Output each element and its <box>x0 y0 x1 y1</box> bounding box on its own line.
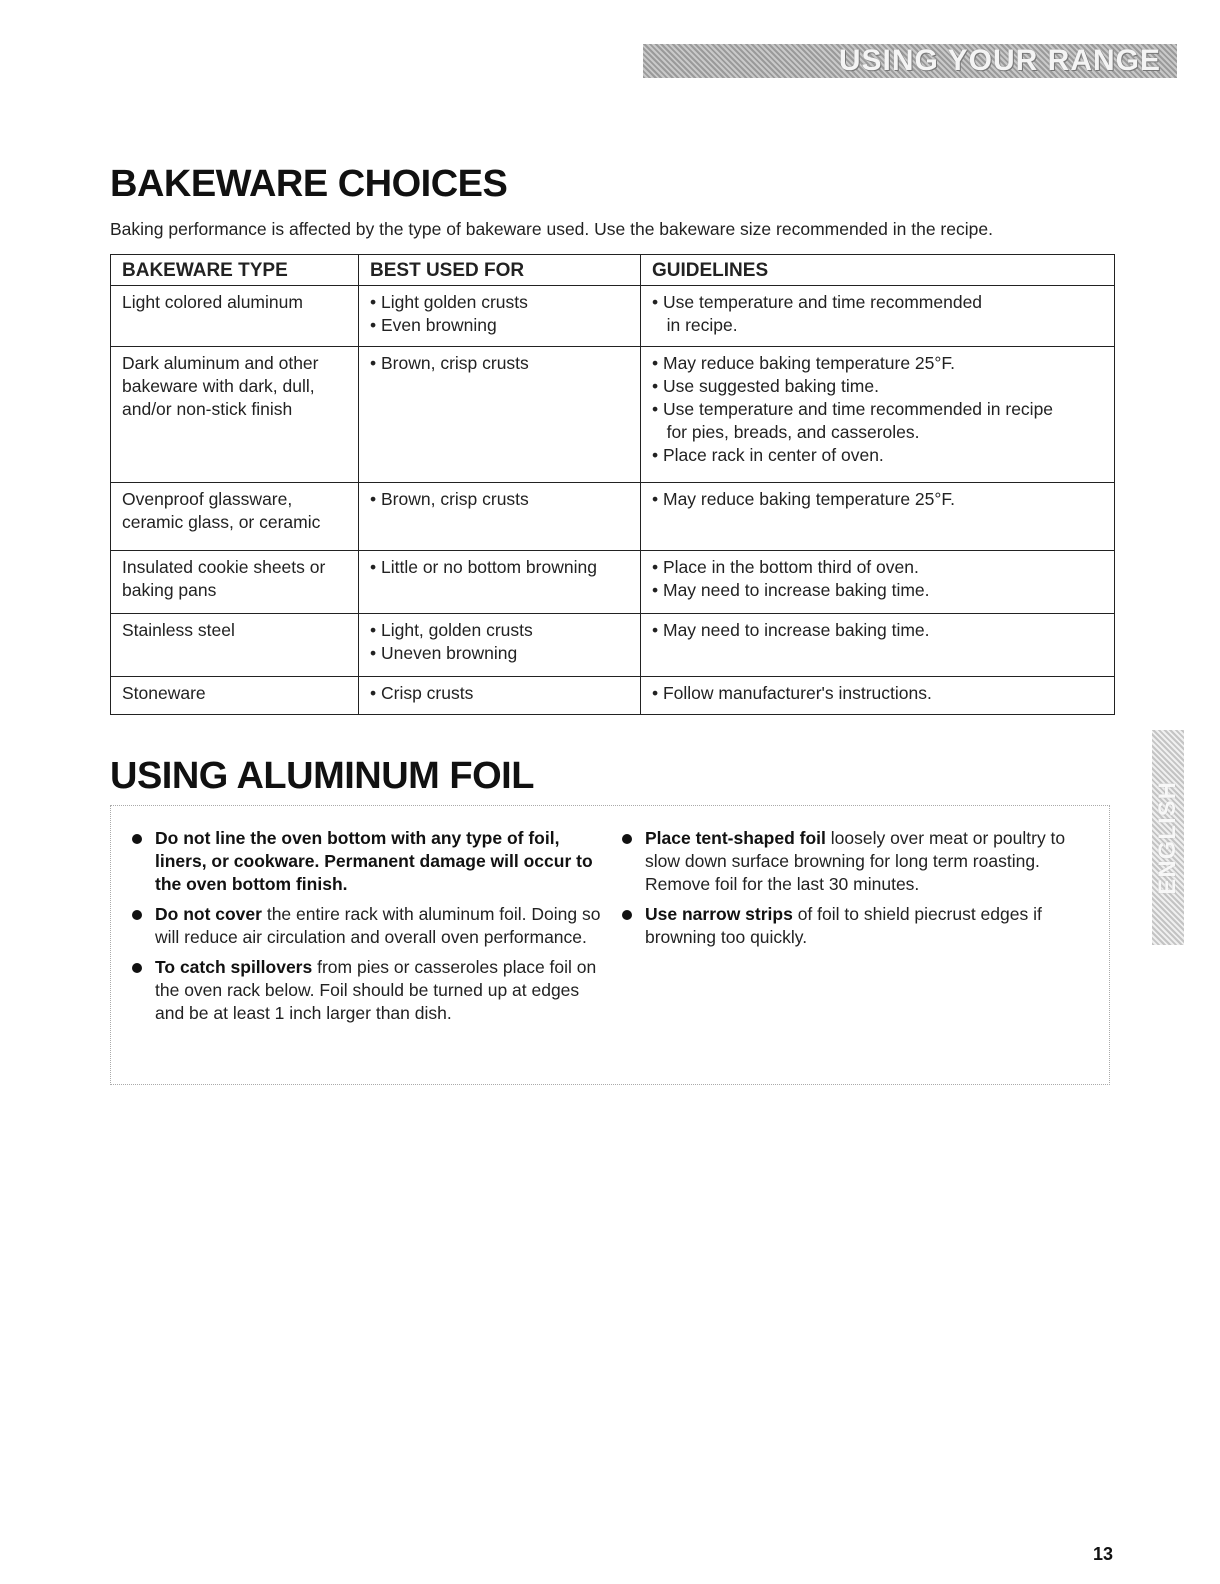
cell-line: • Place in the bottom third of oven. <box>652 557 919 577</box>
cell-line: Insulated cookie sheets or <box>122 557 326 577</box>
cell-best-used-for <box>359 286 641 347</box>
col-header-guidelines: GUIDELINES <box>641 255 1115 286</box>
side-tab-label: ENGLISH <box>1154 780 1181 895</box>
cell-bakeware-type <box>111 347 359 483</box>
cell-guidelines <box>641 677 1115 715</box>
table-header-row <box>111 255 1115 286</box>
cell-line: • Uneven browning <box>370 643 518 663</box>
foil-title: USING ALUMINUM FOIL <box>110 755 534 797</box>
cell-line: • Brown, crisp crusts <box>370 353 529 373</box>
foil-bullet-bold: Place tent-shaped foil <box>645 828 826 848</box>
cell-line: bakeware with dark, dull, <box>122 376 315 396</box>
cell-line: baking pans <box>122 580 217 600</box>
foil-bullet-bold: To catch spillovers <box>155 957 313 977</box>
foil-bullet-text: from pies or casseroles place foil on the oven rack below. Foil should be turned up at edges and be at least 1 inch larger than dish. <box>155 957 597 1023</box>
cell-guidelines <box>641 551 1115 614</box>
foil-bullet-bold: Do not line the oven bottom with any type of foil, liners, or cookware. Permanent damage will occur to the oven bottom finish. <box>155 828 593 894</box>
foil-right-column <box>620 827 1095 956</box>
cell-bakeware-type <box>111 483 359 551</box>
cell-line: • May reduce baking temperature 25°F. <box>652 489 956 509</box>
col-header-type: BAKEWARE TYPE <box>111 255 359 286</box>
foil-bullet-text: the entire rack with aluminum foil. Doing so will reduce air circulation and overall oven performance. <box>155 904 601 947</box>
foil-bullet-text: loosely over meat or poultry to slow down surface browning for long term roasting. Remove foil for the last 30 minutes. <box>645 828 1066 894</box>
bakeware-title: BAKEWARE CHOICES <box>110 163 508 205</box>
cell-best-used-for <box>359 551 641 614</box>
cell-bakeware-type <box>111 286 359 347</box>
cell-line: Light colored aluminum <box>122 292 303 312</box>
cell-line: • May need to increase baking time. <box>652 620 930 640</box>
cell-line: Stoneware <box>122 683 206 703</box>
foil-bullet-bold: Use narrow strips <box>645 904 793 924</box>
cell-bakeware-type <box>111 551 359 614</box>
foil-bullet-item <box>620 903 1095 949</box>
cell-best-used-for <box>359 614 641 677</box>
cell-line: Ovenproof glassware, <box>122 489 293 509</box>
cell-line: Stainless steel <box>122 620 235 640</box>
cell-line: • Brown, crisp crusts <box>370 489 529 509</box>
foil-bullet-item <box>130 903 605 949</box>
cell-best-used-for <box>359 677 641 715</box>
cell-line: • Little or no bottom browning <box>370 557 597 577</box>
cell-line: • Crisp crusts <box>370 683 474 703</box>
table-row <box>111 551 1115 614</box>
cell-line: • Use temperature and time recommended <box>652 292 983 312</box>
cell-line: in recipe. <box>652 315 738 335</box>
foil-bullet-bold: Do not cover <box>155 904 262 924</box>
cell-guidelines <box>641 614 1115 677</box>
cell-line: • Use temperature and time recommended in recipe <box>652 399 1054 419</box>
page-number: 13 <box>1093 1544 1114 1564</box>
bakeware-table <box>110 254 1115 715</box>
foil-bullet-item <box>130 956 605 1025</box>
cell-line: • Place rack in center of oven. <box>652 445 884 465</box>
cell-line: Dark aluminum and other <box>122 353 319 373</box>
cell-line: • Follow manufacturer's instructions. <box>652 683 932 703</box>
cell-line: • Light golden crusts <box>370 292 528 312</box>
table-row <box>111 677 1115 715</box>
cell-line: for pies, breads, and casseroles. <box>652 422 920 442</box>
table-row <box>111 614 1115 677</box>
cell-line: • May need to increase baking time. <box>652 580 930 600</box>
table-row <box>111 483 1115 551</box>
foil-bullet-text: of foil to shield piecrust edges if browning too quickly. <box>645 904 1042 947</box>
cell-line: • May reduce baking temperature 25°F. <box>652 353 956 373</box>
cell-bakeware-type <box>111 614 359 677</box>
cell-line: • Light, golden crusts <box>370 620 533 640</box>
section-title: USING YOUR RANGE <box>838 44 1161 77</box>
section-header-band <box>643 44 1177 78</box>
cell-guidelines <box>641 347 1115 483</box>
table-row <box>111 347 1115 483</box>
language-side-tab <box>1152 730 1184 945</box>
cell-best-used-for <box>359 347 641 483</box>
cell-line: and/or non-stick finish <box>122 399 293 419</box>
bakeware-intro: Baking performance is affected by the type of bakeware used. Use the bakeware size recommended in the recipe. <box>110 219 993 239</box>
table-row <box>111 286 1115 347</box>
foil-left-column <box>130 827 605 1032</box>
cell-line: ceramic glass, or ceramic <box>122 512 321 532</box>
col-header-best: BEST USED FOR <box>359 255 641 286</box>
cell-guidelines <box>641 286 1115 347</box>
foil-bullet-item <box>130 827 605 896</box>
cell-guidelines <box>641 483 1115 551</box>
cell-line: • Use suggested baking time. <box>652 376 879 396</box>
cell-line: • Even browning <box>370 315 497 335</box>
cell-best-used-for <box>359 483 641 551</box>
foil-bullet-item <box>620 827 1095 896</box>
cell-bakeware-type <box>111 677 359 715</box>
